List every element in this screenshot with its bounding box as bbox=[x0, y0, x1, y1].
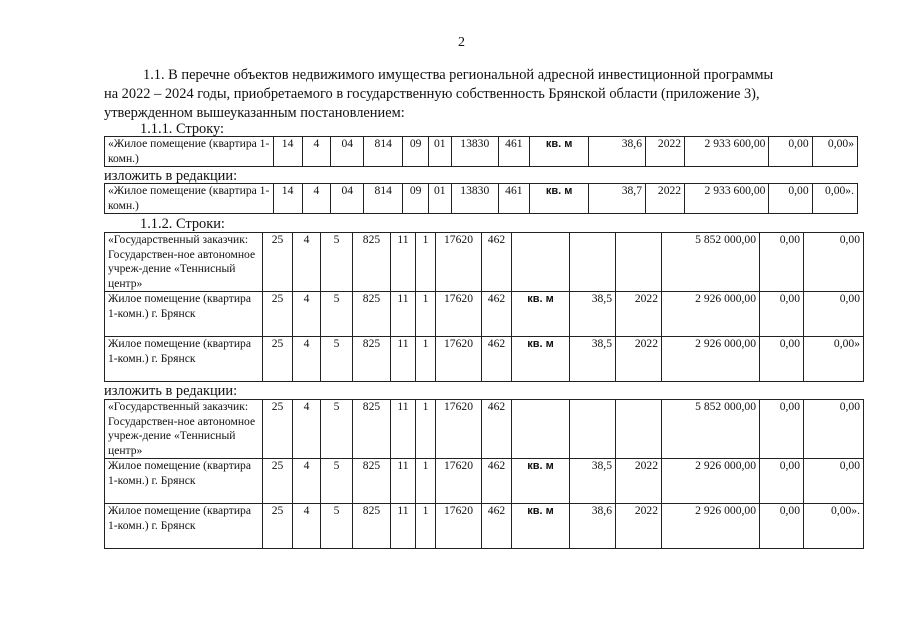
cell-code-1: 25 bbox=[263, 292, 293, 337]
cell-code-3: 5 bbox=[321, 292, 353, 337]
cell-code-5: 11 bbox=[391, 504, 416, 549]
cell-value-2: 0,00 bbox=[760, 459, 804, 504]
section-1-1-2-heading: 1.1.2. Строки: bbox=[140, 216, 225, 232]
cell-code-2: 4 bbox=[302, 184, 331, 214]
cell-value-2: 0,00 bbox=[760, 400, 804, 459]
cell-code-7: 17620 bbox=[436, 504, 482, 549]
cell-year bbox=[616, 400, 662, 459]
cell-code-3: 04 bbox=[331, 137, 364, 167]
cell-amount: 5 852 000,00 bbox=[662, 233, 760, 292]
cell-code-1: 25 bbox=[263, 504, 293, 549]
cell-code-4: 825 bbox=[353, 400, 391, 459]
cell-object-name: «Жилое помещение (квартира 1-комн.) bbox=[105, 137, 274, 167]
cell-unit: кв. м bbox=[512, 337, 570, 382]
cell-code-8: 462 bbox=[482, 292, 512, 337]
cell-object-name: «Жилое помещение (квартира 1-комн.) bbox=[105, 184, 274, 214]
table-row bbox=[105, 292, 864, 337]
cell-year: 2022 bbox=[616, 337, 662, 382]
cell-value-3: 0,00 bbox=[804, 400, 864, 459]
cell-area: 38,6 bbox=[570, 504, 616, 549]
cell-value-2: 0,00 bbox=[760, 504, 804, 549]
cell-value-2: 0,00 bbox=[760, 337, 804, 382]
cell-code-3: 5 bbox=[321, 504, 353, 549]
cell-area: 38,5 bbox=[570, 459, 616, 504]
cell-area: 38,7 bbox=[589, 184, 646, 214]
cell-code-5: 09 bbox=[403, 184, 429, 214]
cell-code-8: 462 bbox=[482, 400, 512, 459]
cell-amount: 2 926 000,00 bbox=[662, 459, 760, 504]
cell-code-2: 4 bbox=[293, 337, 321, 382]
cell-value-3: 0,00». bbox=[812, 184, 857, 214]
cell-code-3: 04 bbox=[331, 184, 364, 214]
edit-instruction-2: изложить в редакции: bbox=[104, 383, 238, 399]
cell-year: 2022 bbox=[646, 184, 685, 214]
table-row bbox=[105, 233, 864, 292]
cell-value-2: 0,00 bbox=[760, 233, 804, 292]
cell-object-name: Жилое помещение (квартира 1-комн.) г. Брянск bbox=[105, 459, 263, 504]
cell-code-2: 4 bbox=[293, 459, 321, 504]
cell-code-6: 01 bbox=[428, 137, 451, 167]
cell-unit: кв. м bbox=[529, 184, 589, 214]
cell-code-2: 4 bbox=[302, 137, 331, 167]
cell-code-7: 17620 bbox=[436, 233, 482, 292]
cell-code-1: 25 bbox=[263, 233, 293, 292]
cell-code-2: 4 bbox=[293, 233, 321, 292]
original-row-table bbox=[104, 136, 858, 167]
cell-unit: кв. м bbox=[529, 137, 589, 167]
cell-year: 2022 bbox=[616, 292, 662, 337]
edit-instruction-1: изложить в редакции: bbox=[104, 168, 238, 184]
cell-code-4: 814 bbox=[364, 184, 403, 214]
cell-year: 2022 bbox=[616, 459, 662, 504]
cell-code-8: 462 bbox=[482, 459, 512, 504]
paragraph-line-2: на 2022 – 2024 годы, приобретаемого в государственную собственность Брянской области (приложение 3), bbox=[104, 86, 760, 102]
cell-area bbox=[570, 400, 616, 459]
original-rows-table bbox=[104, 232, 864, 382]
cell-amount: 2 933 600,00 bbox=[685, 137, 769, 167]
cell-value-3: 0,00» bbox=[804, 337, 864, 382]
cell-unit: кв. м bbox=[512, 504, 570, 549]
cell-code-1: 25 bbox=[263, 400, 293, 459]
cell-code-3: 5 bbox=[321, 459, 353, 504]
cell-code-8: 462 bbox=[482, 233, 512, 292]
cell-code-2: 4 bbox=[293, 292, 321, 337]
cell-code-3: 5 bbox=[321, 233, 353, 292]
cell-area: 38,6 bbox=[589, 137, 646, 167]
cell-amount: 5 852 000,00 bbox=[662, 400, 760, 459]
cell-code-4: 825 bbox=[353, 459, 391, 504]
cell-value-3: 0,00 bbox=[804, 292, 864, 337]
cell-code-5: 09 bbox=[403, 137, 429, 167]
cell-code-6: 1 bbox=[416, 233, 436, 292]
cell-code-6: 1 bbox=[416, 459, 436, 504]
cell-unit bbox=[512, 233, 570, 292]
section-1-1-1-heading: 1.1.1. Строку: bbox=[140, 121, 225, 137]
cell-unit: кв. м bbox=[512, 459, 570, 504]
cell-value-3: 0,00». bbox=[804, 504, 864, 549]
cell-code-4: 814 bbox=[364, 137, 403, 167]
cell-code-7: 13830 bbox=[451, 137, 498, 167]
cell-code-4: 825 bbox=[353, 233, 391, 292]
cell-code-8: 461 bbox=[498, 137, 529, 167]
cell-value-2: 0,00 bbox=[760, 292, 804, 337]
revised-row-table bbox=[104, 183, 858, 214]
cell-code-1: 14 bbox=[273, 137, 302, 167]
cell-value-2: 0,00 bbox=[769, 137, 812, 167]
paragraph-line-1: 1.1. В перечне объектов недвижимого имущества региональной адресной инвестиционной программы bbox=[143, 67, 774, 83]
cell-year: 2022 bbox=[646, 137, 685, 167]
page-number: 2 bbox=[458, 35, 465, 50]
cell-code-3: 5 bbox=[321, 400, 353, 459]
cell-code-2: 4 bbox=[293, 504, 321, 549]
cell-code-4: 825 bbox=[353, 292, 391, 337]
cell-code-1: 14 bbox=[273, 184, 302, 214]
cell-code-6: 1 bbox=[416, 504, 436, 549]
table-row bbox=[105, 504, 864, 549]
table-row bbox=[105, 184, 858, 214]
cell-code-4: 825 bbox=[353, 504, 391, 549]
cell-code-4: 825 bbox=[353, 337, 391, 382]
cell-code-6: 1 bbox=[416, 292, 436, 337]
cell-code-5: 11 bbox=[391, 337, 416, 382]
cell-area: 38,5 bbox=[570, 337, 616, 382]
cell-code-7: 17620 bbox=[436, 337, 482, 382]
cell-amount: 2 926 000,00 bbox=[662, 504, 760, 549]
table-row bbox=[105, 400, 864, 459]
cell-code-8: 462 bbox=[482, 337, 512, 382]
cell-year: 2022 bbox=[616, 504, 662, 549]
table-row bbox=[105, 459, 864, 504]
cell-amount: 2 933 600,00 bbox=[685, 184, 769, 214]
cell-code-1: 25 bbox=[263, 337, 293, 382]
cell-value-3: 0,00 bbox=[804, 459, 864, 504]
cell-value-3: 0,00 bbox=[804, 233, 864, 292]
cell-year bbox=[616, 233, 662, 292]
cell-code-7: 17620 bbox=[436, 292, 482, 337]
cell-code-5: 11 bbox=[391, 400, 416, 459]
cell-code-6: 1 bbox=[416, 337, 436, 382]
cell-code-5: 11 bbox=[391, 292, 416, 337]
cell-code-3: 5 bbox=[321, 337, 353, 382]
cell-code-8: 462 bbox=[482, 504, 512, 549]
cell-code-6: 1 bbox=[416, 400, 436, 459]
cell-code-7: 17620 bbox=[436, 459, 482, 504]
cell-amount: 2 926 000,00 bbox=[662, 337, 760, 382]
cell-value-2: 0,00 bbox=[769, 184, 812, 214]
cell-unit: кв. м bbox=[512, 292, 570, 337]
cell-code-5: 11 bbox=[391, 233, 416, 292]
cell-object-name: Жилое помещение (квартира 1-комн.) г. Брянск bbox=[105, 504, 263, 549]
paragraph-line-3: утвержденном вышеуказанным постановлением: bbox=[104, 105, 405, 121]
cell-code-7: 17620 bbox=[436, 400, 482, 459]
cell-unit bbox=[512, 400, 570, 459]
cell-area bbox=[570, 233, 616, 292]
cell-amount: 2 926 000,00 bbox=[662, 292, 760, 337]
cell-object-name: «Государственный заказчик: Государствен-ное автономное учреж-дение «Теннисный центр» bbox=[105, 400, 263, 459]
cell-object-name: Жилое помещение (квартира 1-комн.) г. Брянск bbox=[105, 292, 263, 337]
cell-code-8: 461 bbox=[498, 184, 529, 214]
revised-rows-table bbox=[104, 399, 864, 549]
cell-code-6: 01 bbox=[428, 184, 451, 214]
cell-code-2: 4 bbox=[293, 400, 321, 459]
cell-area: 38,5 bbox=[570, 292, 616, 337]
cell-object-name: Жилое помещение (квартира 1-комн.) г. Брянск bbox=[105, 337, 263, 382]
cell-object-name: «Государственный заказчик: Государствен-ное автономное учреж-дение «Теннисный центр» bbox=[105, 233, 263, 292]
cell-code-1: 25 bbox=[263, 459, 293, 504]
table-row bbox=[105, 337, 864, 382]
cell-value-3: 0,00» bbox=[812, 137, 857, 167]
cell-code-5: 11 bbox=[391, 459, 416, 504]
cell-code-7: 13830 bbox=[451, 184, 498, 214]
table-row bbox=[105, 137, 858, 167]
